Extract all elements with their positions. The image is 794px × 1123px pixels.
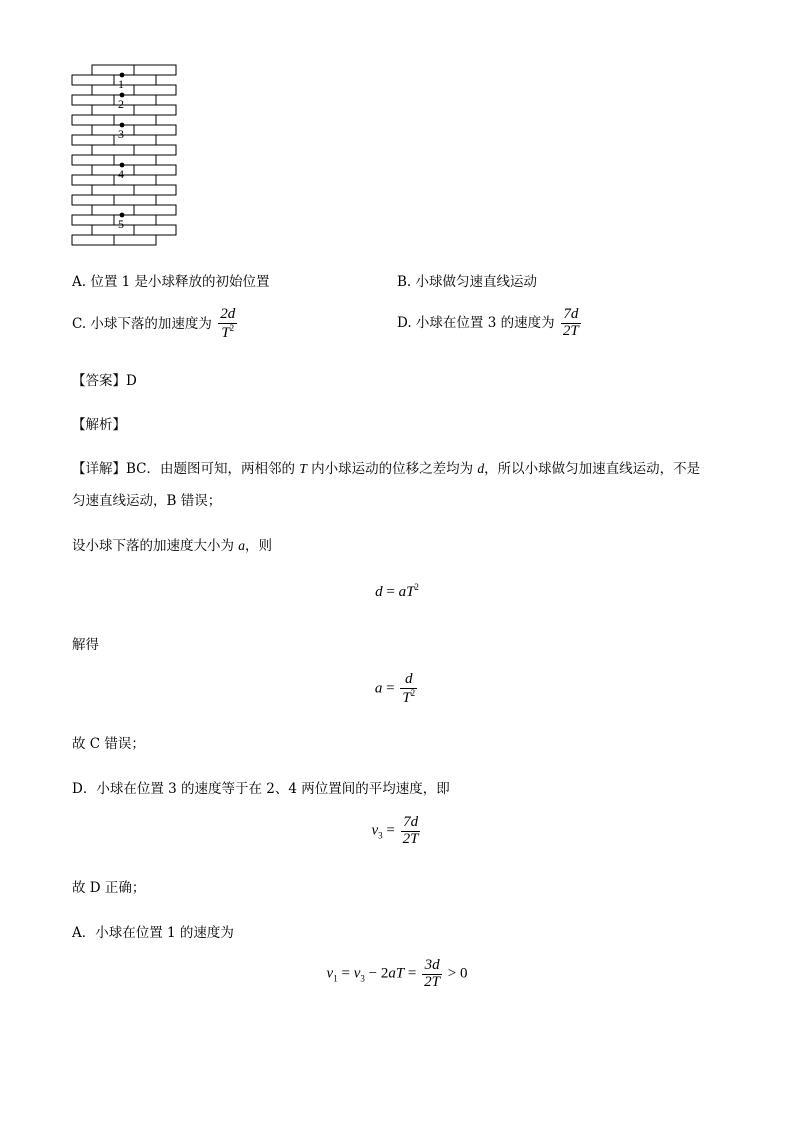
answer-line	[72, 369, 137, 389]
eq3-fraction	[401, 815, 421, 848]
brick	[72, 155, 114, 165]
eq4-at: aT	[388, 965, 405, 982]
brick	[92, 145, 134, 155]
option-c-denominator: T	[221, 324, 230, 341]
eq1-op: =	[382, 584, 399, 600]
option-d	[397, 307, 583, 340]
brick-rows	[72, 65, 176, 245]
para-a-text-b: ，则	[245, 538, 273, 554]
eq2-fraction	[400, 672, 417, 707]
equation-4	[0, 958, 794, 991]
brick	[134, 225, 176, 235]
eq2-exponent: 2	[410, 687, 416, 698]
brick	[72, 115, 114, 125]
brick	[134, 125, 176, 135]
brick	[92, 85, 134, 95]
a-paragraph: A．小球在位置 1 的速度为	[72, 925, 234, 941]
detail-tag: 【详解】	[72, 461, 126, 477]
eq4-denominator: 2T	[424, 973, 440, 990]
option-c-numerator: 2d	[220, 306, 236, 322]
brick-wall-figure	[70, 64, 182, 246]
brick	[72, 95, 114, 105]
position-label-5: 5	[118, 217, 124, 231]
brick	[114, 195, 156, 205]
eq4-op1: =	[337, 965, 354, 982]
eq3-sub: 3	[378, 830, 383, 841]
para-acceleration	[72, 534, 272, 554]
answer-tag: 【答案】	[72, 373, 126, 389]
eq1-exp: 2	[414, 582, 419, 592]
brick	[134, 185, 176, 195]
eq4-minus: − 2	[364, 965, 389, 982]
detail-line-2: 匀速直线运动，B 错误；	[72, 493, 222, 509]
brick	[92, 125, 134, 135]
c-wrong: 故 C 错误；	[72, 736, 145, 752]
brick	[92, 225, 134, 235]
eq4-gt: > 0	[443, 965, 468, 982]
brick	[134, 65, 176, 75]
eq2-numerator: d	[404, 671, 413, 687]
brick	[134, 85, 176, 95]
d-paragraph: D．小球在位置 3 的速度等于在 2、4 两位置间的平均速度，即	[72, 781, 450, 797]
option-c-text: C. 小球下落的加速度为	[72, 315, 212, 332]
option-c-fraction	[218, 307, 237, 342]
equation-2	[0, 672, 794, 707]
brick	[72, 135, 114, 145]
brick	[92, 185, 134, 195]
eq1-rhs: aT	[398, 584, 415, 600]
eq3-op: =	[382, 822, 399, 839]
position-label-4: 4	[118, 167, 124, 181]
option-d-text: D. 小球在位置 3 的速度为	[397, 314, 555, 331]
eq4-v1-sub: 1	[333, 973, 338, 984]
position-label-3: 3	[118, 127, 124, 141]
brick	[92, 65, 134, 75]
detail-text-b: 内小球运动的位移之差均为	[311, 461, 474, 477]
eq3-denominator: 2T	[402, 830, 419, 847]
analysis-tag: 【解析】	[72, 417, 126, 433]
detail-var-d: d	[477, 461, 485, 476]
option-b: B. 小球做匀速直线运动	[397, 274, 538, 290]
brick	[72, 235, 114, 245]
brick	[72, 195, 114, 205]
option-a: A. 位置 1 是小球释放的初始位置	[72, 274, 270, 290]
eq3-lhs: v	[371, 822, 379, 839]
equation-1	[0, 582, 794, 601]
solve-label: 解得	[72, 637, 99, 653]
eq2-denominator: T	[402, 689, 411, 706]
brick	[134, 165, 176, 175]
eq3-numerator: 7d	[403, 814, 419, 830]
position-label-2: 2	[118, 97, 124, 111]
para-a-text: 设小球下落的加速度大小为	[72, 538, 234, 554]
para-a-var: a	[238, 538, 246, 553]
detail-var-t: T	[299, 461, 307, 476]
eq4-v3-sub: 3	[360, 973, 365, 984]
position-label-1: 1	[118, 77, 124, 91]
eq4-op2: =	[404, 965, 421, 982]
brick	[134, 205, 176, 215]
eq2-lhs: a	[374, 680, 383, 697]
option-d-fraction	[561, 307, 581, 340]
eq4-v3: v	[353, 965, 361, 982]
brick	[134, 105, 176, 115]
option-c	[72, 307, 239, 342]
eq4-numerator: 3d	[424, 957, 440, 973]
brick	[114, 235, 156, 245]
brick	[92, 205, 134, 215]
detail-text-a: BC．由题图可知，两相邻的	[126, 461, 296, 477]
brick	[72, 175, 114, 185]
option-d-numerator: 7d	[563, 306, 579, 322]
option-d-denominator: 2T	[562, 322, 579, 339]
equation-3	[0, 815, 794, 848]
eq1-lhs: d	[375, 584, 383, 600]
eq4-v1: v	[326, 965, 334, 982]
brick	[92, 105, 134, 115]
brick	[72, 215, 114, 225]
eq2-op: =	[382, 680, 399, 697]
answer-value: D	[126, 373, 137, 389]
brick	[134, 145, 176, 155]
d-correct: 故 D 正确；	[72, 880, 146, 896]
eq4-fraction	[422, 958, 442, 991]
detail-line-1	[72, 457, 700, 477]
brick	[72, 75, 114, 85]
brick	[92, 165, 134, 175]
option-c-exponent: 2	[229, 322, 235, 333]
detail-text-c: ，所以小球做匀加速直线运动，不是	[484, 461, 701, 477]
